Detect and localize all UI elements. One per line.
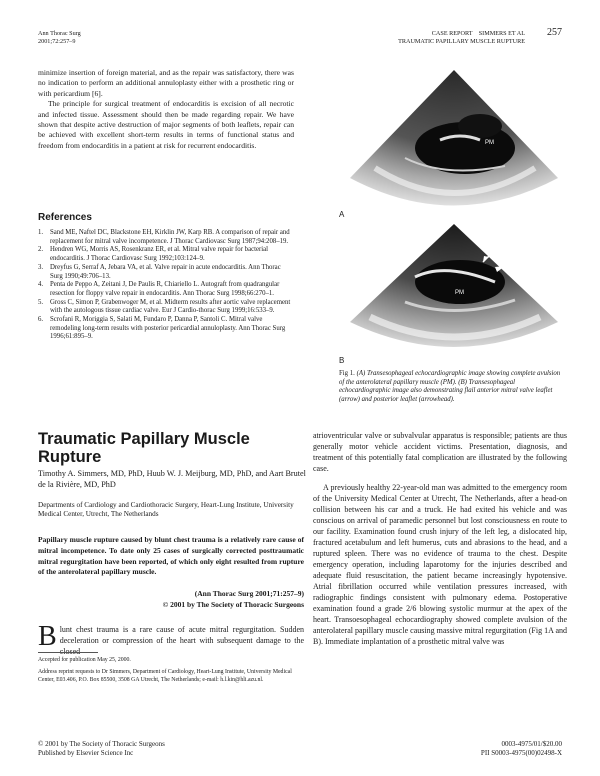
running-header-left — [38, 30, 81, 46]
footnote-divider — [38, 652, 98, 653]
reference-item: 4. Penta de Peppo A, Zeitani J, De Paulis R, Chiariello L. Autograft from quadrangular resection for floppy valve repair in endocarditis. Ann Thorac Surg 1998;66:270–1. — [38, 281, 280, 297]
reference-item: 3. Dreyfus G, Serraf A, Jebara VA, et al. Valve repair in acute endocarditis. Ann Thorac Surg 1990;49:706–13. — [38, 263, 281, 280]
drop-cap: B — [38, 621, 57, 652]
abstract-copyright: © 2001 by The Society of Thoracic Surgeons — [162, 600, 304, 609]
panel-label-a: A — [339, 210, 345, 219]
section-label: CASE REPORT — [431, 30, 473, 37]
pm-label: PM — [485, 140, 494, 146]
running-header-right — [398, 30, 525, 46]
footer-left — [38, 740, 165, 758]
reference-item: 2. Hendren WG, Morris AS, Rosenkranz ER, et al. Mitral valve repair for bacterial endocarditis. J Thorac Cardiovasc Surg 1992;103:124–9. — [38, 246, 269, 263]
prior-article-text — [38, 68, 294, 151]
echo-image-a-graphic — [345, 68, 563, 218]
caption-label: Fig 1. — [339, 370, 355, 377]
references-heading: References — [38, 212, 92, 223]
echo-image-b — [345, 222, 563, 360]
journal-citation: 2001;72:257–9 — [38, 38, 76, 45]
footer-copyright: © 2001 by The Society of Thoracic Surgeons — [38, 740, 165, 748]
footer-pii: PII S0003-4975(00)02498-X — [480, 749, 562, 757]
footnotes — [38, 656, 304, 684]
header-authors: SIMMERS ET AL — [478, 30, 525, 37]
reference-item: 5. Gross C, Simon P, Grabenwoger M, et al. Midterm results after aortic valve replacement with the autologous tissue cardiac valve. Eur J Cardio-thorac Surg 1999;16:533–9. — [38, 298, 291, 315]
references-section — [38, 212, 294, 342]
article-body — [313, 430, 567, 647]
echo-image-b-graphic — [345, 222, 563, 360]
intro-paragraph: Blunt chest trauma is a rare cause of acute mitral regurgitation. Sudden deceleration or compression of the heart with subsequent damage to the closed — [38, 621, 304, 656]
paragraph: A previously healthy 22-year-old man was admitted to the emergency room of the University Medical Center at Utrecht, The Netherlands, after a head-on collision between his car and a truck. He had exited his vehicle and was conscious on arrival of paramedic personnel but lost consciousness en route to our facility. Examination found crush injury of the left leg, a dislocated hip, fractured acetabulum and left humerus, cuts and abrasions to the head, and a ruptured spleen. There was no evidence of trauma to the chest. Despite emergency operation, including laparotomy for the injuries described and adequate fluid resuscitation, the patient became increasingly hypotensive. Atrial fibrillation occurred while ventilation pressures increased, with radiographic findings consistent with pulmonary edema. Postoperative examination found a grade 2/6 blowing systolic murmur at the apex of the heart. Transoesophageal echocardiography showed complete avulsion of the anterolateral papillary muscle causing massive mitral regurgitation (Fig 1A and B). Immediate implantation of a prosthetic mitral valve was — [313, 483, 567, 646]
journal-name: Ann Thorac Surg — [38, 30, 81, 37]
reference-item: 1. Sand ME, Naftel DC, Blackstone EH, Kirklin JW, Karp RB. A comparison of repair and replacement for mitral valve incompetence. J Thorac Cardiovasc Surg 1987;94:208–19. — [38, 229, 290, 245]
paragraph: minimize insertion of foreign material, and as the repair was satisfactory, there was no indication to perform an additional annuloplasty either with a prosthetic ring or with pericardium [6]. — [38, 68, 294, 98]
page-number: 257 — [547, 27, 562, 38]
running-title: TRAUMATIC PAPILLARY MUSCLE RUPTURE — [398, 38, 525, 45]
paragraph: The principle for surgical treatment of endocarditis is excision of all necrotic and infected tissue. Assessment should then be made regarding repair. We have shown that despite active destruction of major segments of both leaflets, repair can be achieved with excellent short-term results in terms of functional status and freedom from endocarditis in a patient at risk for recurrent endocarditis. — [38, 99, 294, 150]
accepted-note: Accepted for publication May 25, 2000. — [38, 657, 131, 663]
article-affiliation: Departments of Cardiology and Cardiothoracic Surgery, Heart-Lung Institute, University Medical Center, Utrecht, The Netherlands — [38, 501, 294, 519]
panel-label-b: B — [339, 356, 345, 365]
reference-item: 6. Scrofani R, Moriggia S, Salati M, Fundaro P, Danna P, Santoli C. Mitral valve remodeling long-term results with posterior pericardial annuloplasty. Ann Thorac Surg 1996;61:895–9. — [38, 316, 286, 341]
figure-caption: Fig 1. (A) Transesophageal echocardiographic image showing complete avulsion of the anterolateral papillary muscle (PM). (B) Transesophageal echocardiographic image also demonstrating flail anterior mitral valve leaflet (arrow) and posterior leaflet (arrowhead). — [339, 370, 561, 403]
article-title: Traumatic Papillary Muscle Rupture — [38, 430, 250, 466]
reprint-note: Address reprint requests to Dr Simmers, Department of Cardiology, Heart-Lung Institute, University Medical Center, E03.406, P.O. Box 85500, 3508 GA Utrecht, The Netherlands; e-mail: h.l.kin@hli.azu.nl. — [38, 669, 292, 683]
abstract-citation: (Ann Thorac Surg 2001;71:257–9) — [194, 589, 304, 598]
pm-label: PM — [455, 290, 464, 296]
article-abstract: Papillary muscle rupture caused by blunt chest trauma is a relatively rare cause of mitral incompetence. To date only 25 cases of surgically corrected posttraumatic mitral regurgitation have been reported, of which only eight resulted from rupture of the anterolateral papillary muscle. — [38, 535, 304, 577]
footer-right — [481, 740, 562, 758]
echo-image-a — [345, 68, 563, 218]
footer-issn: 0003-4975/01/$20.00 — [501, 740, 562, 748]
article-authors: Timothy A. Simmers, MD, PhD, Huub W. J. Meijburg, MD, PhD, and Aart Brutel de la Rivière, MD, PhD — [38, 469, 306, 490]
footer-publisher: Published by Elsevier Science Inc — [38, 749, 134, 757]
paragraph: atrioventricular valve or subvalvular apparatus is responsible; patients are thus generally motor vehicle accident victims. Presentation, diagnosis, and treatment of this potentially fatal complication are illustrated by the following case. — [313, 431, 567, 473]
